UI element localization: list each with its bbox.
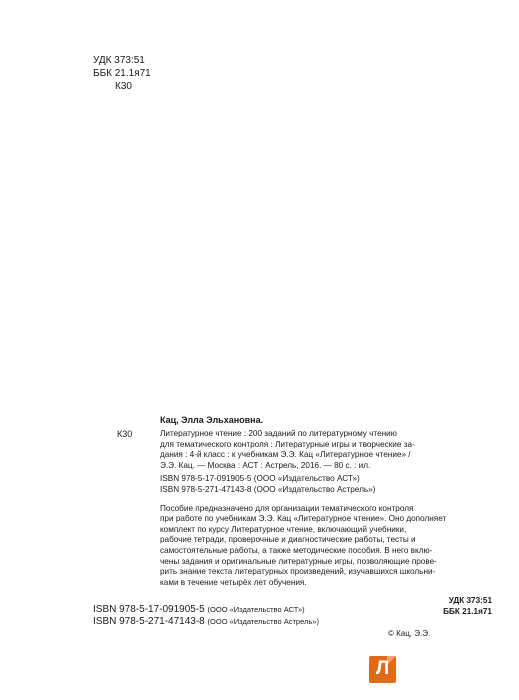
bbk-code: ББК 21.1я71 bbox=[93, 68, 151, 79]
logo-letter: Л bbox=[375, 658, 390, 679]
annotation-line: комплект по курсу Литературное чтение, включающий учебники, bbox=[160, 524, 407, 534]
record-isbn-list bbox=[160, 474, 492, 495]
annotation-line: чены задания и оригинальные литературные игры, позволяющие прове- bbox=[160, 556, 437, 566]
isbn-number: ISBN 978-5-17-091905-5 bbox=[93, 604, 205, 615]
annotation-line: при работе по учебникам Э.Э. Кац «Литературное чтение». Оно дополняет bbox=[160, 514, 447, 524]
isbn-list bbox=[93, 604, 319, 628]
record-bbk: ББК 21.1я71 bbox=[443, 606, 492, 616]
isbn-number: ISBN 978-5-271-47143-8 bbox=[93, 616, 205, 627]
author-heading bbox=[117, 415, 492, 426]
title-line: Литературное чтение : 200 заданий по литературному чтению bbox=[160, 429, 397, 438]
annotation-line: рабочие тетради, проверочные и диагностические работы, тесты и bbox=[160, 535, 416, 545]
annotation bbox=[160, 504, 492, 589]
udk-code: УДК 373:51 bbox=[93, 55, 145, 66]
record-isbn-ast: ISBN 978-5-17-091905-5 (ООО «Издательство АСТ») bbox=[160, 474, 360, 484]
title-description bbox=[160, 429, 492, 471]
author-sign: К30 bbox=[115, 81, 132, 92]
annotation-line: рить знание текста литературных произведений, изучавшихся школьни- bbox=[160, 567, 436, 577]
isbn-row bbox=[93, 616, 319, 628]
annotation-line: Пособие предназначено для организации тематического контроля bbox=[160, 503, 414, 513]
isbn-publisher: (ООО «Издательство АСТ») bbox=[207, 605, 305, 614]
author-name: Кац, Элла Эльхановна. bbox=[160, 415, 264, 425]
record-udk: УДК 373:51 bbox=[448, 596, 492, 606]
litres-logo-icon bbox=[369, 656, 396, 683]
isbn-publisher: (ООО «Издательство Астрель») bbox=[207, 617, 319, 626]
title-line: Э.Э. Кац. — Москва : АСТ : Астрель, 2016. — 80 с. : ил. bbox=[160, 460, 371, 470]
record-author-sign: К30 bbox=[117, 429, 133, 439]
annotation-line: самостоятельные работы, а также методические пособия. В него вклю- bbox=[160, 545, 433, 555]
bibliographic-record bbox=[117, 415, 492, 618]
copyright-notice: © Кац, Э.Э. bbox=[388, 629, 431, 638]
isbn-row bbox=[93, 604, 319, 616]
record-isbn-astrel: ISBN 978-5-271-47143-8 (ООО «Издательство Астрель») bbox=[160, 484, 376, 494]
annotation-line: ками в течение четырёх лет обучения. bbox=[160, 577, 307, 587]
title-line: для тематического контроля : Литературные игры и творческие за- bbox=[160, 439, 415, 449]
classification-codes bbox=[93, 54, 151, 93]
title-line: дания : 4-й класс : к учебникам Э.Э. Кац «Литературное чтение» / bbox=[160, 450, 411, 460]
